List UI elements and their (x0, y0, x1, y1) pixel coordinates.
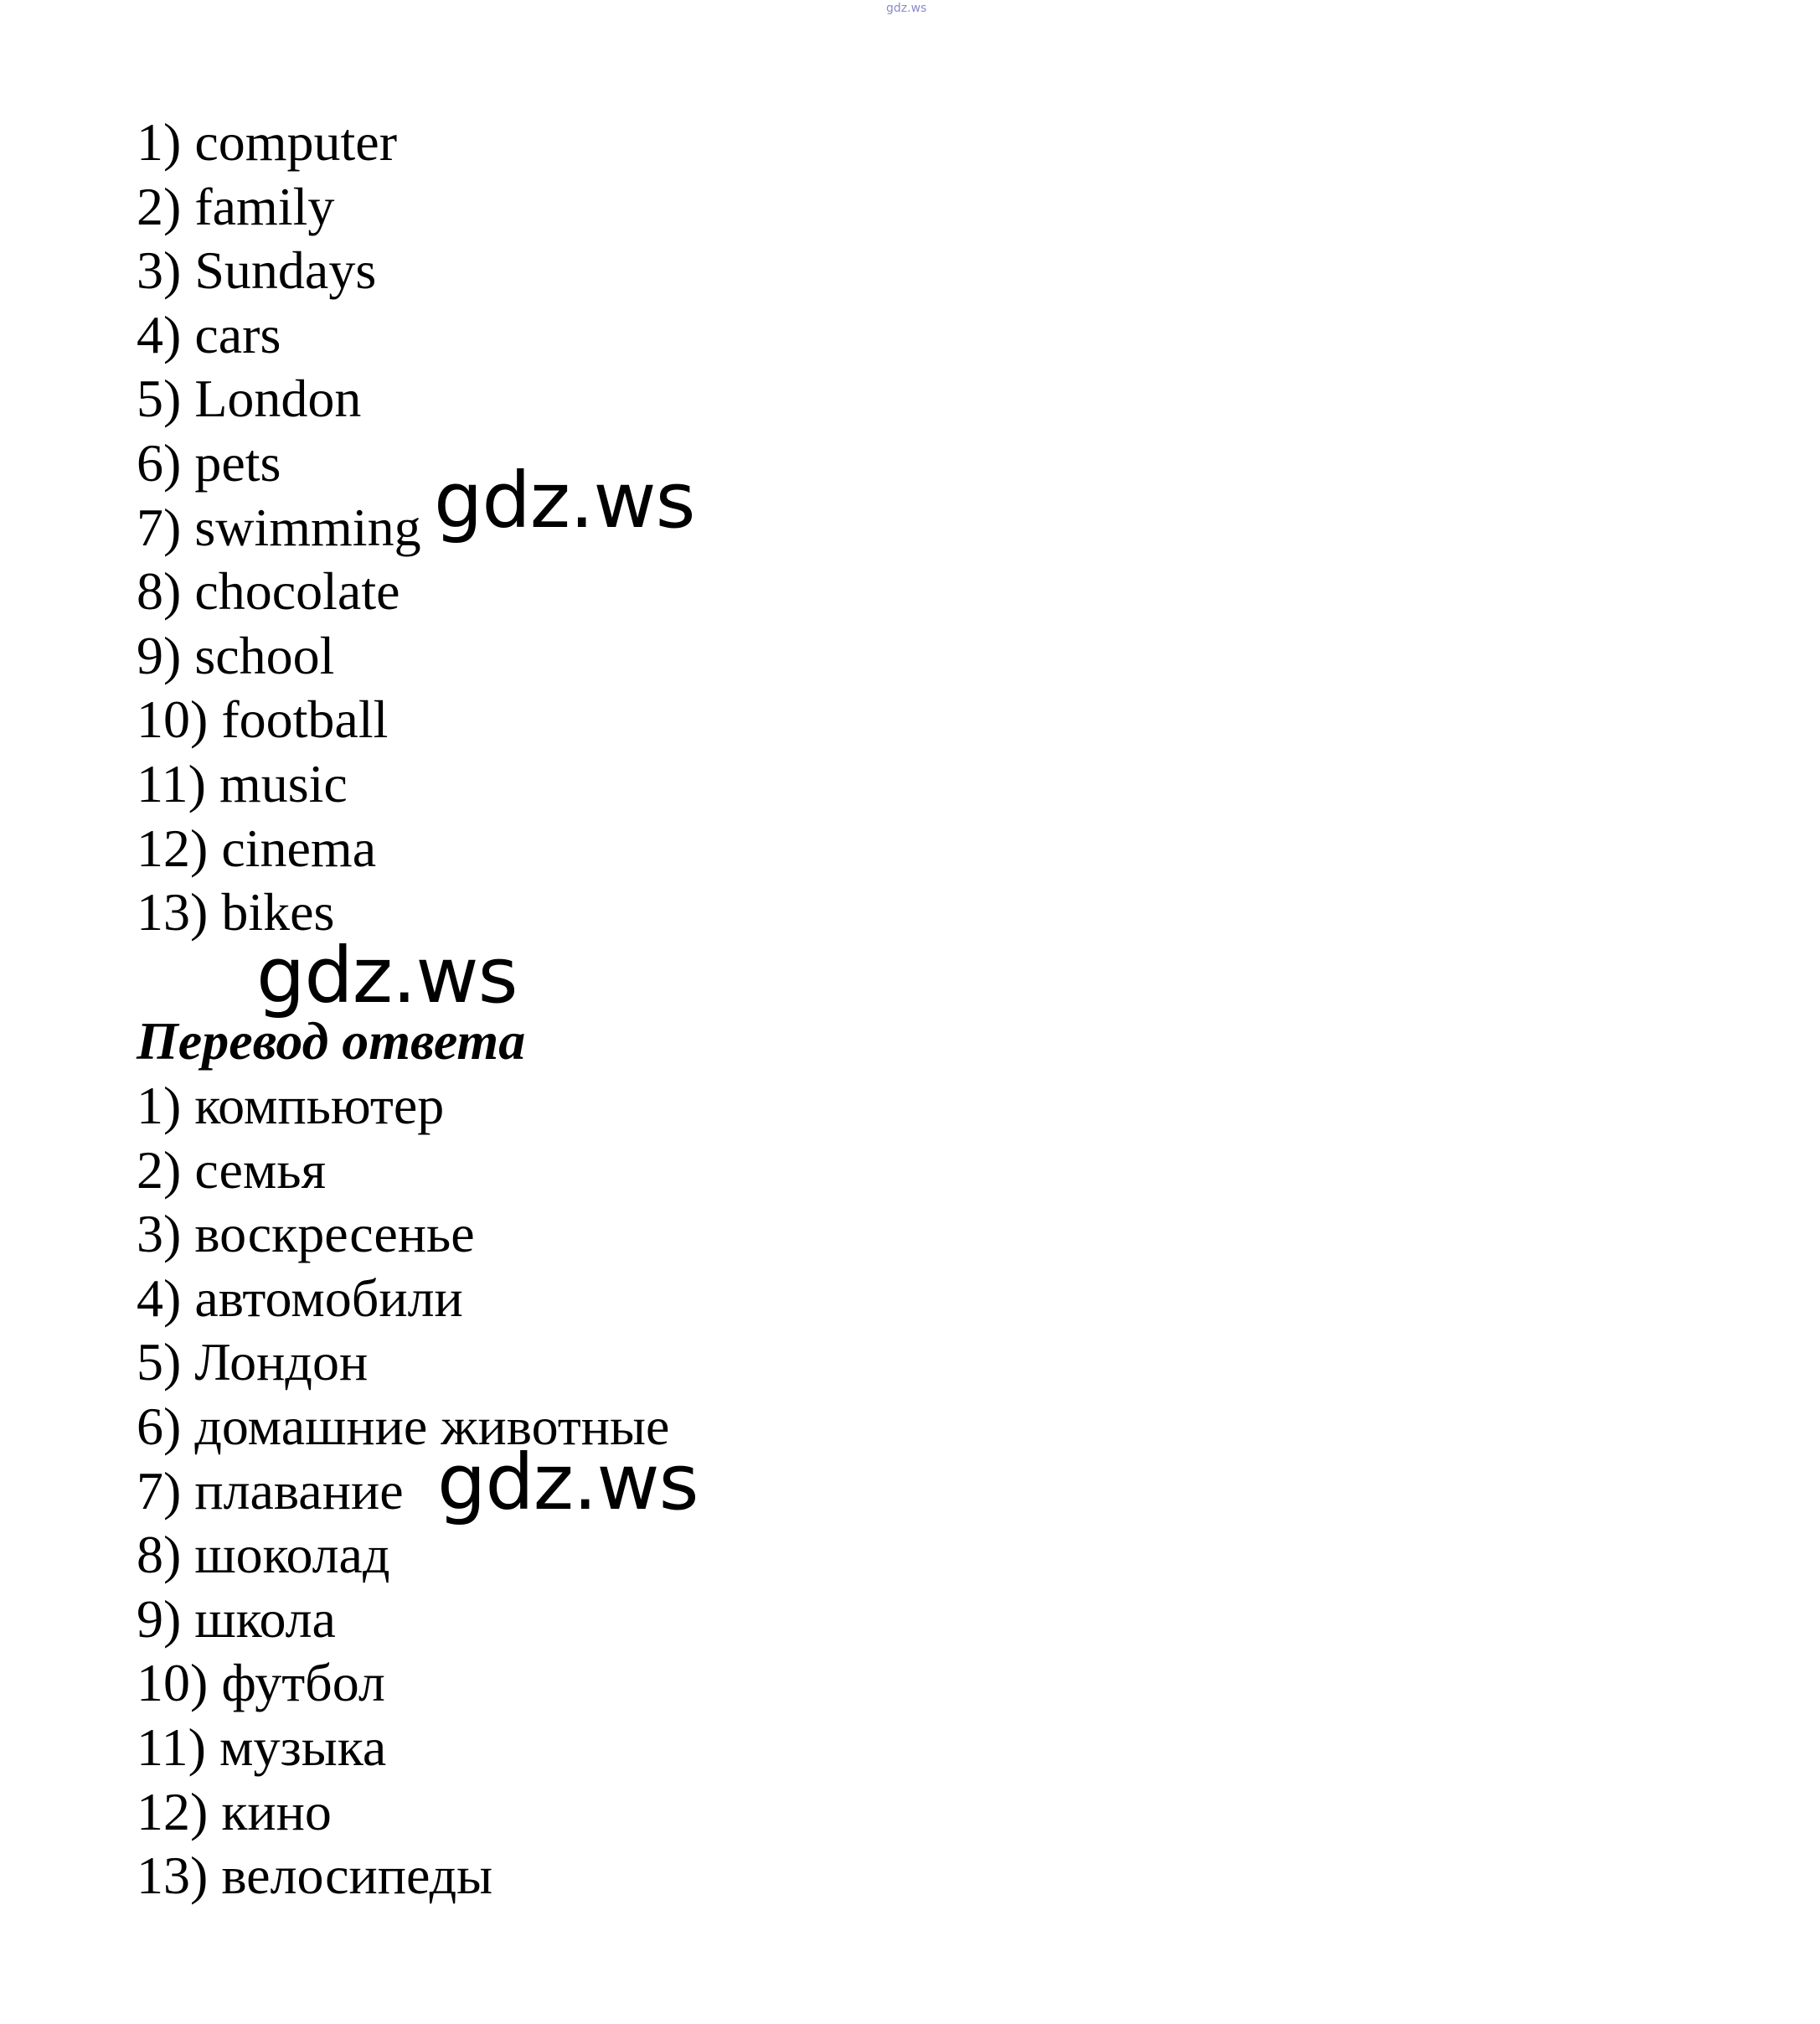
translation-item: 13) велосипеды (137, 1846, 493, 1906)
answer-list (137, 111, 421, 945)
translation-item: 12) кино (137, 1781, 332, 1841)
watermark: gdz.ws (434, 456, 695, 545)
answer-item: 4) cars (137, 304, 281, 364)
answer-item: 2) family (137, 176, 335, 236)
answer-item: 6) pets (137, 432, 281, 493)
translation-item: 5) Лондон (137, 1332, 369, 1392)
answer-item: 8) chocolate (137, 561, 400, 622)
translation-item: 2) семья (137, 1139, 327, 1200)
answer-item: 7) swimming (137, 497, 421, 557)
watermark: gdz.ws (437, 1438, 699, 1527)
answer-item: 11) music (137, 753, 348, 813)
translation-item: 4) автомобили (137, 1268, 463, 1328)
translation-item: 6) домашние животные (137, 1396, 670, 1456)
answer-item: 5) London (137, 369, 362, 429)
translation-item: 9) школа (137, 1588, 336, 1649)
answer-item: 1) computer (137, 112, 397, 172)
answer-item: 13) bikes (137, 882, 335, 942)
translation-item: 10) футбол (137, 1653, 385, 1713)
translation-item: 7) плавание (137, 1460, 404, 1521)
translation-item: 11) музыка (137, 1717, 387, 1777)
translation-heading: Перевод ответа (137, 1011, 526, 1071)
translation-item: 3) воскресенье (137, 1204, 475, 1264)
answer-item: 12) cinema (137, 818, 377, 878)
translation-item: 8) шоколад (137, 1525, 390, 1585)
site-mark: gdz.ws (886, 2, 927, 15)
translation-item: 1) компьютер (137, 1076, 445, 1135)
answer-item: 9) school (137, 625, 335, 685)
watermark: gdz.ws (256, 931, 518, 1020)
answer-item: 3) Sundays (137, 240, 377, 301)
answer-item: 10) football (137, 689, 389, 750)
